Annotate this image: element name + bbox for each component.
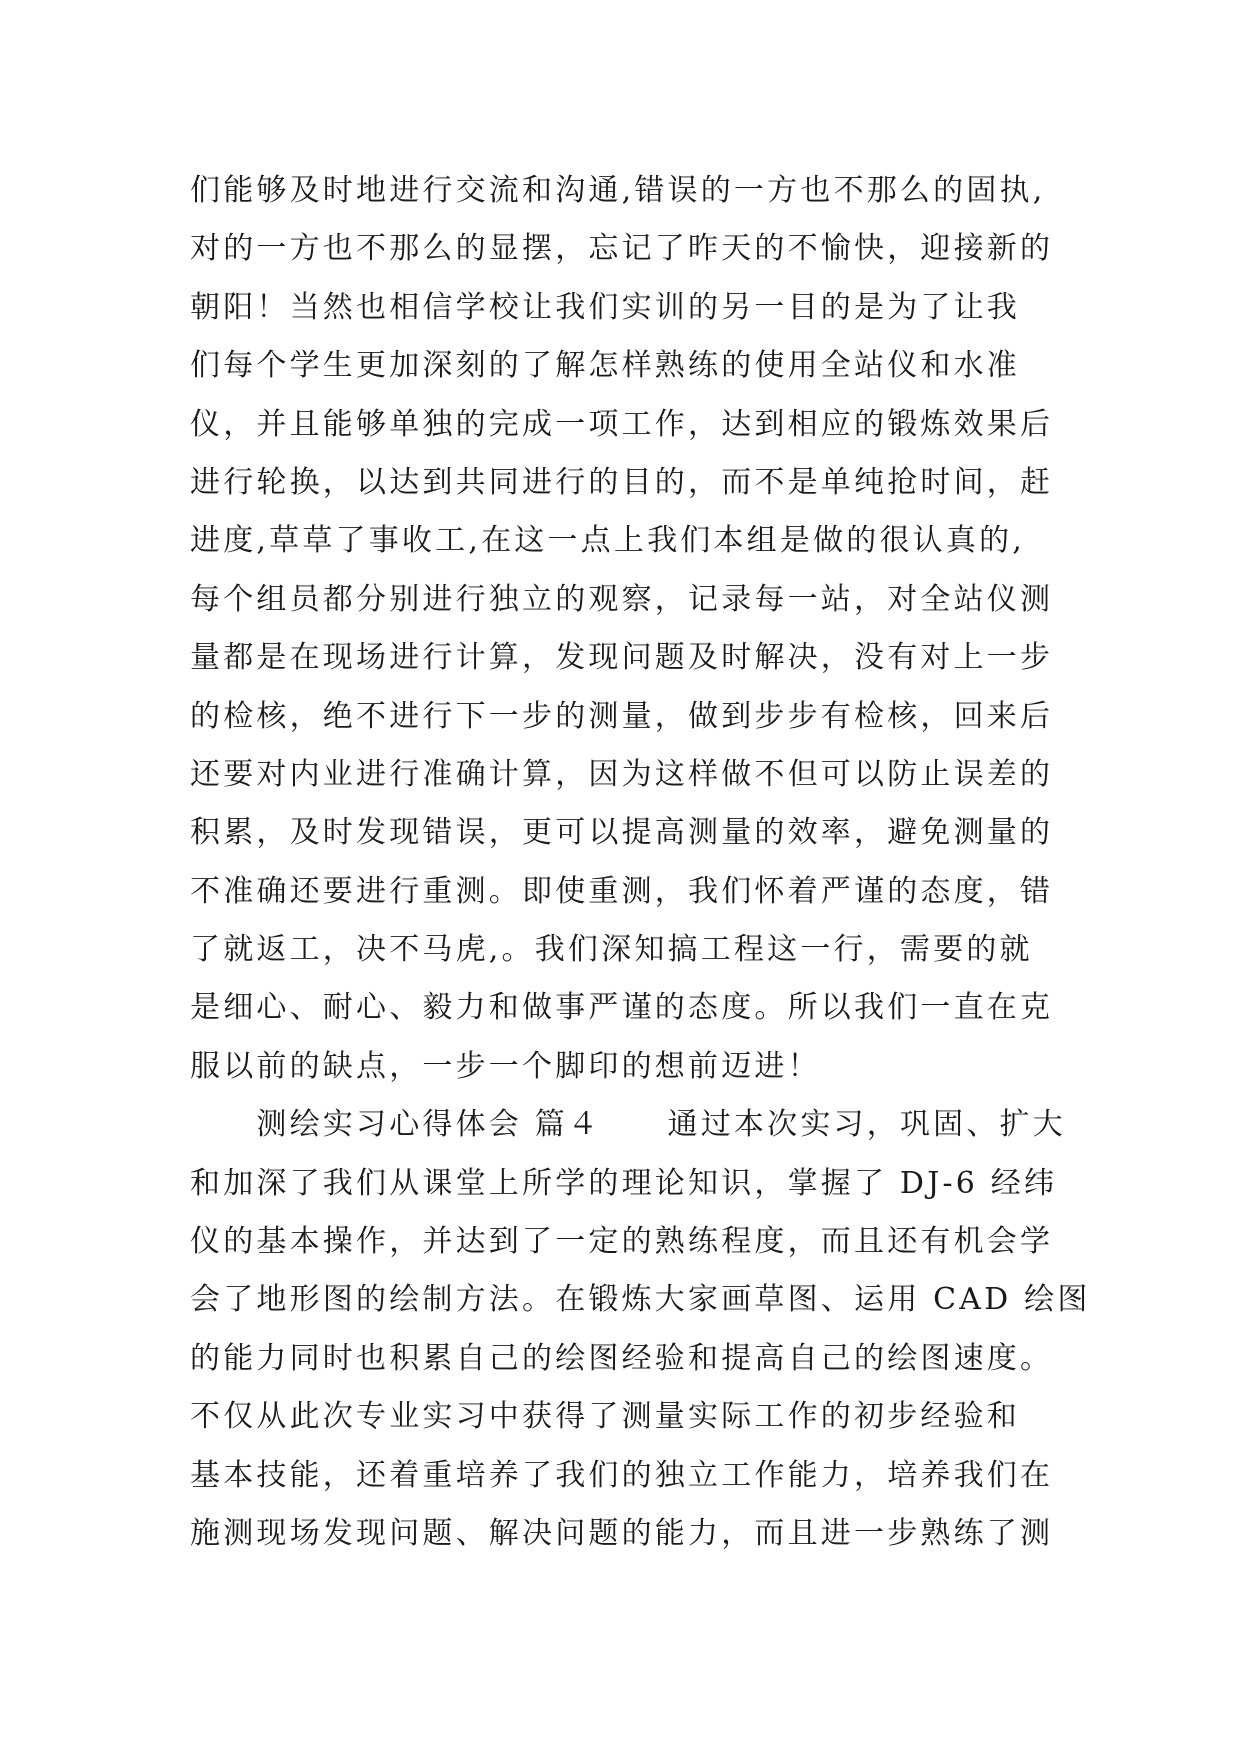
body-text (190, 162, 1090, 1563)
text-line: 会了地形图的绘制方法。在锻炼大家画草图、运用 CAD 绘图 (190, 1282, 1091, 1318)
text-line: 们能够及时地进行交流和沟通,错误的一方也不那么的固执, (190, 173, 1046, 208)
text-line: 朝阳！当然也相信学校让我们实训的另一目的是为了让我 (190, 289, 1020, 325)
text-line: 不仅从此次专业实习中获得了测量实际工作的初步经验和 (190, 1399, 1020, 1435)
text-line: 每个组员都分别进行独立的观察，记录每一站，对全站仪测 (190, 581, 1054, 617)
text-line: 了就返工，决不马虎,。我们深知搞工程这一行，需要的就 (190, 932, 1033, 968)
text-line: 不准确还要进行重测。即使重测，我们怀着严谨的态度，错 (190, 873, 1054, 909)
text-line: 基本技能，还着重培养了我们的独立工作能力，培养我们在 (190, 1457, 1054, 1493)
text-line: 的检核，绝不进行下一步的测量，做到步步有检核，回来后 (190, 698, 1054, 734)
text-line: 施测现场发现问题、解决问题的能力，而且进一步熟练了测 (190, 1515, 1054, 1551)
text-line: 还要对内业进行准确计算，因为这样做不但可以防止误差的 (190, 756, 1054, 792)
text-line: 进行轮换，以达到共同进行的目的，而不是单纯抢时间，赶 (190, 464, 1054, 500)
text-line: 对的一方也不那么的显摆，忘记了昨天的不愉快，迎接新的 (190, 231, 1054, 267)
section-heading-line: 测绘实习心得体会 篇４ 通过本次实习，巩固、扩大 (190, 1107, 1066, 1143)
text-line: 仪的基本操作，并达到了一定的熟练程度，而且还有机会学 (190, 1224, 1054, 1260)
text-line: 是细心、耐心、毅力和做事严谨的态度。所以我们一直在克 (190, 990, 1054, 1026)
text-line: 和加深了我们从课堂上所学的理论知识，掌握了 DJ-6 经纬 (190, 1165, 1058, 1201)
text-line: 的能力同时也积累自己的绘图经验和提高自己的绘图速度。 (190, 1340, 1054, 1376)
text-line: 服以前的缺点，一步一个脚印的想前迈进！ (190, 1048, 821, 1084)
text-line: 们每个学生更加深刻的了解怎样熟练的使用全站仪和水准 (190, 348, 1020, 384)
text-line: 仪，并且能够单独的完成一项工作，达到相应的锻炼效果后 (190, 406, 1054, 442)
text-line: 积累，及时发现错误，更可以提高测量的效率，避免测量的 (190, 815, 1054, 851)
text-line: 量都是在现场进行计算，发现问题及时解决，没有对上一步 (190, 640, 1054, 676)
text-line: 进度,草草了事收工,在这一点上我们本组是做的很认真的, (190, 523, 1026, 559)
